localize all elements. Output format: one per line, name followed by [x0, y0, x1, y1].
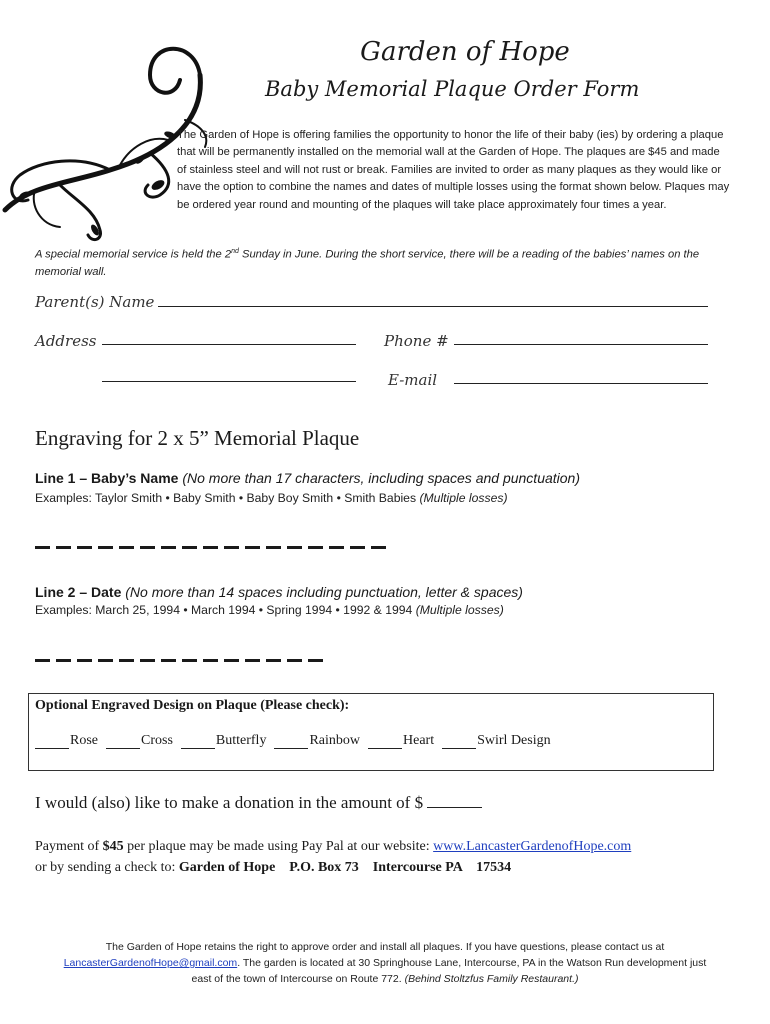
design-option-rose[interactable] [35, 733, 98, 749]
special-note-sup: nd [231, 248, 239, 255]
mailing-address: Garden of Hope P.O. Box 73 Intercourse PA 17534 [178, 860, 512, 875]
address-field-line1[interactable] [102, 344, 356, 345]
contact-email-link[interactable]: LancasterGardenofHope@gmail.com [63, 957, 238, 969]
phone-label: Phone # [384, 332, 449, 350]
character-slot[interactable] [98, 659, 113, 662]
design-option-label: Rose [70, 733, 98, 748]
character-slot[interactable] [266, 659, 281, 662]
intro-paragraph: The Garden of Hope is offering families the opportunity to honor the life of their baby (ies) by ordering a plaque that will be permanently installed on the memorial wall at the Garden of Hope. The plaques are $45 and made of stainless steel and will not rust or break. Families are invited to order as many plaques as they would like or have the option to combine the names and dates of multiple losses using the format shown below. Plaques may be ordered year round and mounting of the plaques will take place approximately four times a year. [177, 129, 730, 211]
footer-note [55, 939, 715, 987]
character-slot[interactable] [350, 546, 365, 549]
character-slot[interactable] [98, 546, 113, 549]
form-subtitle: Baby Memorial Plaque Order Form [265, 77, 640, 101]
design-option-label: Butterfly [215, 733, 267, 748]
payment-info [35, 836, 631, 878]
design-option-cross[interactable] [106, 733, 173, 749]
character-slot[interactable] [224, 546, 239, 549]
line2-examples-text: Examples: March 25, 1994 • March 1994 • Spring 1994 • 1992 & 1994 [35, 603, 413, 617]
character-slot[interactable] [182, 659, 197, 662]
character-slot[interactable] [203, 659, 218, 662]
line2-label: Line 2 – Date [35, 584, 122, 600]
line1-examples-note: (Multiple losses) [419, 491, 508, 505]
payment-line2 [35, 857, 631, 878]
payment-after: per plaque may be made using Pay Pal at our website: [127, 839, 430, 854]
character-slot[interactable] [140, 546, 155, 549]
special-note-before: A special memorial service is held the 2 [35, 248, 232, 261]
payment-before: Payment of [35, 839, 100, 854]
character-slot[interactable] [245, 659, 260, 662]
character-slot[interactable] [56, 659, 71, 662]
line1-character-slots[interactable] [35, 546, 386, 549]
character-slot[interactable] [287, 659, 302, 662]
design-options-row [35, 733, 551, 749]
character-slot[interactable] [266, 546, 281, 549]
footer-part1: The Garden of Hope retains the right to approve order and install all plaques. If you have questions, please contact us at [105, 941, 665, 953]
design-option-label: Cross [141, 733, 173, 748]
donation-line [35, 793, 483, 813]
character-slot[interactable] [308, 659, 323, 662]
design-option-rainbow[interactable] [274, 733, 360, 749]
character-slot[interactable] [203, 546, 218, 549]
email-field[interactable] [454, 383, 708, 384]
special-note-after: Sunday in June. During the short service, there will be a reading of the babies’ names on the memorial wall. [35, 248, 700, 278]
line1-examples-text: Examples: Taylor Smith • Baby Smith • Baby Boy Smith • Smith Babies [35, 491, 417, 505]
line2-heading [35, 584, 523, 600]
design-option-butterfly[interactable] [181, 733, 267, 749]
donation-text: I would (also) like to make a donation in the amount of $ [35, 793, 424, 812]
design-option-label: Rainbow [309, 733, 361, 748]
line1-examples [35, 491, 508, 505]
design-option-heart[interactable] [368, 733, 434, 749]
line1-note: (No more than 17 characters, including spaces and punctuation) [182, 470, 581, 486]
phone-field[interactable] [454, 344, 708, 345]
website-link[interactable]: www.LancasterGardenofHope.com [433, 839, 632, 854]
character-slot[interactable] [161, 546, 176, 549]
character-slot[interactable] [77, 546, 92, 549]
character-slot[interactable] [77, 659, 92, 662]
character-slot[interactable] [35, 546, 50, 549]
line1-label: Line 1 – Baby’s Name [35, 470, 179, 486]
line2-note: (No more than 14 spaces including punctuation, letter & spaces) [125, 584, 523, 600]
form-title: Garden of Hope [360, 37, 570, 67]
design-option-swirl[interactable] [442, 733, 551, 749]
character-slot[interactable] [371, 546, 386, 549]
line2-examples-note: (Multiple losses) [415, 603, 504, 617]
payment-line1 [35, 836, 631, 857]
character-slot[interactable] [245, 546, 260, 549]
character-slot[interactable] [140, 659, 155, 662]
character-slot[interactable] [308, 546, 323, 549]
character-slot[interactable] [119, 659, 134, 662]
character-slot[interactable] [329, 546, 344, 549]
address-label: Address [35, 332, 97, 350]
character-slot[interactable] [161, 659, 176, 662]
character-slot[interactable] [287, 546, 302, 549]
design-option-label: Heart [403, 733, 435, 748]
character-slot[interactable] [56, 546, 71, 549]
email-label: E-mail [388, 371, 438, 389]
footer-note-italic: (Behind Stoltzfus Family Restaurant.) [404, 973, 579, 985]
footer-part2: . The garden is located at 30 Springhouse Lane, Intercourse, PA in the Watson Run development just east of the town of Intercourse on Route 772. [191, 957, 707, 985]
character-slot[interactable] [119, 546, 134, 549]
check-instruction: or by sending a check to: [35, 860, 176, 875]
line2-character-slots[interactable] [35, 659, 323, 662]
line1-heading [35, 470, 580, 486]
design-option-label: Swirl Design [477, 733, 551, 748]
character-slot[interactable] [182, 546, 197, 549]
address-field-line2[interactable] [102, 381, 356, 382]
character-slot[interactable] [224, 659, 239, 662]
special-service-note [35, 243, 725, 281]
design-options-title: Optional Engraved Design on Plaque (Please check): [35, 698, 350, 713]
character-slot[interactable] [35, 659, 50, 662]
engraving-title: Engraving for 2 x 5” Memorial Plaque [35, 426, 360, 450]
parents-name-label: Parent(s) Name [35, 293, 155, 311]
parents-name-field[interactable] [158, 306, 708, 307]
donation-amount-field[interactable] [427, 795, 482, 808]
payment-amount: $45 [102, 839, 124, 854]
line2-examples [35, 603, 504, 617]
